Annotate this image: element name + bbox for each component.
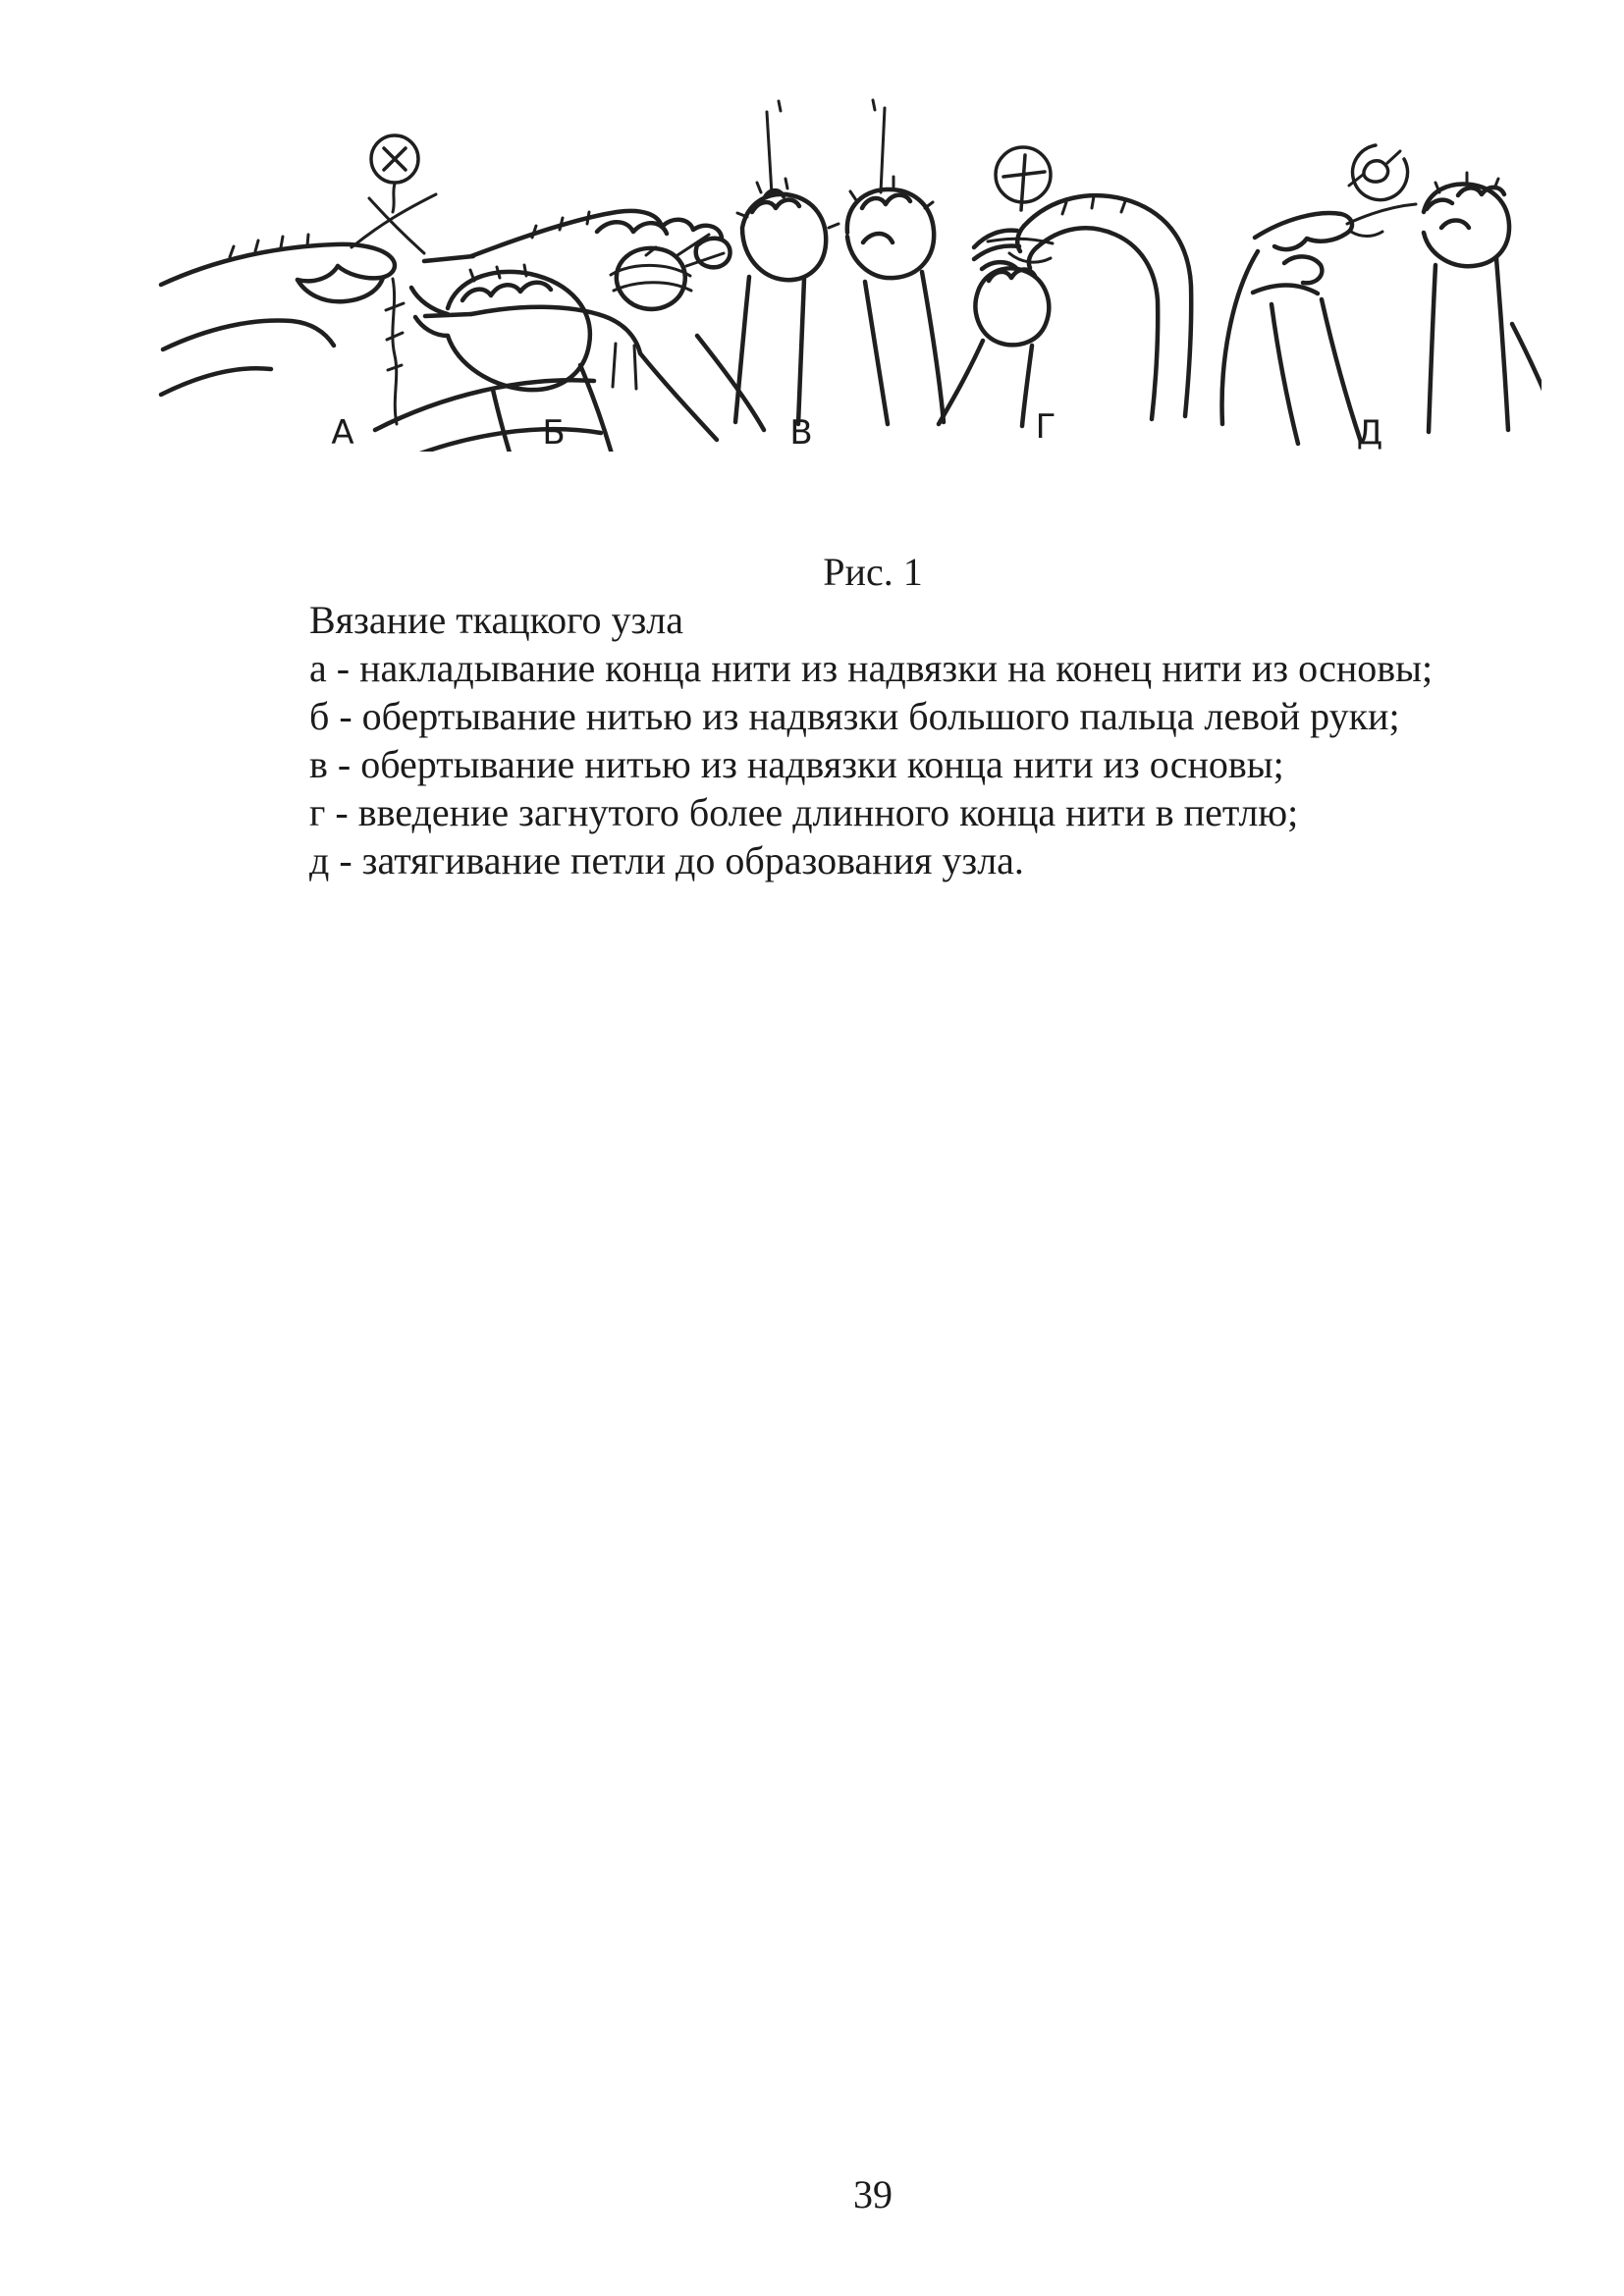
step-a-drawing — [161, 135, 622, 452]
panel-label-v: В — [789, 413, 813, 452]
panel-label-d: Д — [1356, 413, 1383, 452]
page-number: 39 — [853, 2172, 893, 2216]
plus-in-circle-icon — [996, 147, 1051, 210]
figure-illustration — [147, 98, 1542, 452]
figure-item-b: б - обертывание нитью из надвязки большого пальца левой руки; — [309, 694, 1400, 738]
figure-item-d: д - затягивание петли до образования узла. — [309, 838, 1024, 882]
figure-item-a: а - накладывание конца нити из надвязки на конец нити из основы; — [309, 646, 1434, 690]
figure-description — [309, 548, 1436, 884]
step-d-drawing — [1222, 145, 1542, 444]
step-v-drawing — [735, 100, 944, 424]
x-in-circle-icon — [371, 135, 418, 183]
panel-label-a: А — [331, 413, 354, 452]
figure-title: Вязание ткацкого узла — [309, 598, 683, 642]
step-g-drawing — [939, 147, 1191, 426]
panel-label-b: Б — [542, 413, 566, 452]
figure-item-g: г - введение загнутого более длинного конца нити в петлю; — [309, 790, 1299, 834]
knot-in-circle-icon — [1349, 145, 1408, 200]
panel-label-g: Г — [1035, 407, 1056, 447]
figure-item-v: в - обертывание нитью из надвязки конца нити из основы; — [309, 742, 1284, 786]
weaver-knot-figure — [147, 98, 1542, 452]
figure-caption: Рис. 1 — [823, 550, 923, 594]
